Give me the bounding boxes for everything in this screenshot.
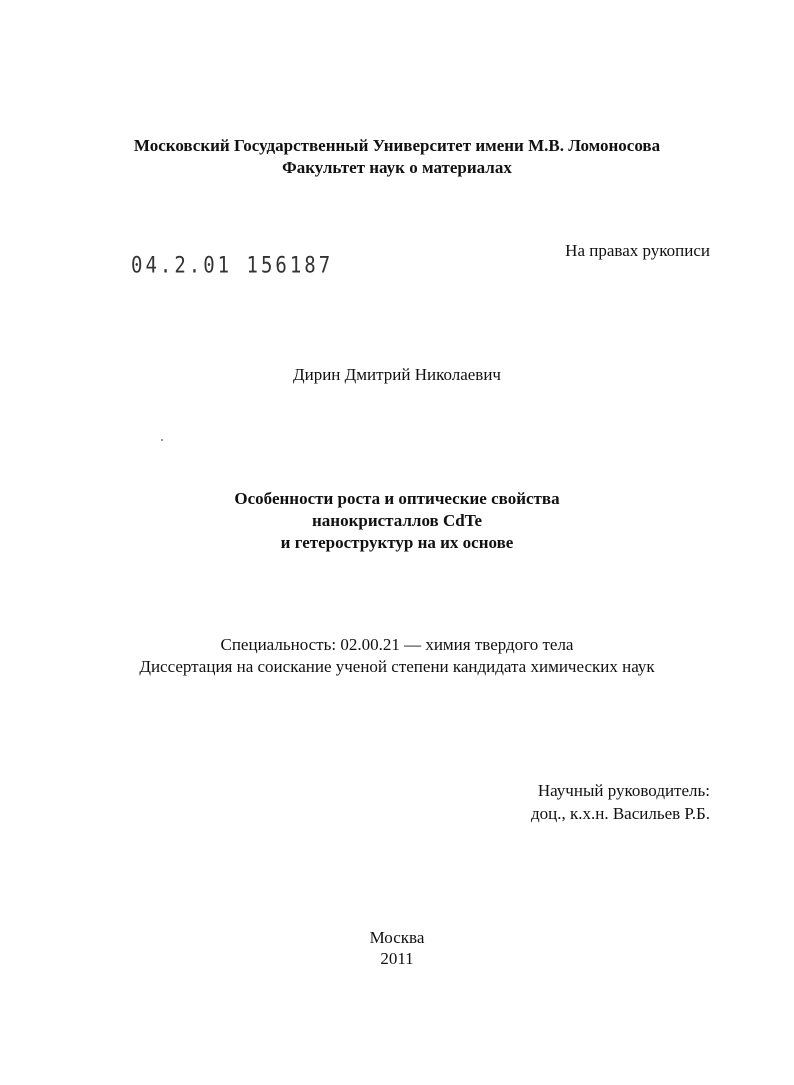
rights-note: На правах рукописи — [565, 241, 710, 260]
year: 2011 — [380, 949, 414, 968]
thesis-title-line-3: и гетероструктур на их основе — [280, 533, 514, 552]
thesis-title-line-2: нанокристаллов CdTe — [311, 511, 483, 530]
dissertation-line: Диссертация на соискание ученой степени кандидата химических наук — [139, 657, 655, 676]
library-stamp-number: 04.2.01 156187 — [131, 253, 334, 279]
faculty-name: Факультет наук о материалах — [282, 158, 512, 177]
supervisor-name: доц., к.х.н. Васильев Р.Б. — [530, 804, 710, 823]
thesis-title-line-1: Особенности роста и оптические свойства — [234, 489, 560, 508]
supervisor-block — [531, 779, 710, 825]
specialty-line: Специальность: 02.00.21 — химия твердого тела — [220, 635, 574, 654]
author-name: Дирин Дмитрий Николаевич — [293, 365, 501, 384]
supervisor-label: Научный руководитель: — [537, 781, 710, 800]
city: Москва — [369, 928, 425, 947]
scan-speck — [161, 439, 163, 441]
university-name: Московский Государственный Университет имени М.В. Ломоносова — [133, 136, 661, 155]
